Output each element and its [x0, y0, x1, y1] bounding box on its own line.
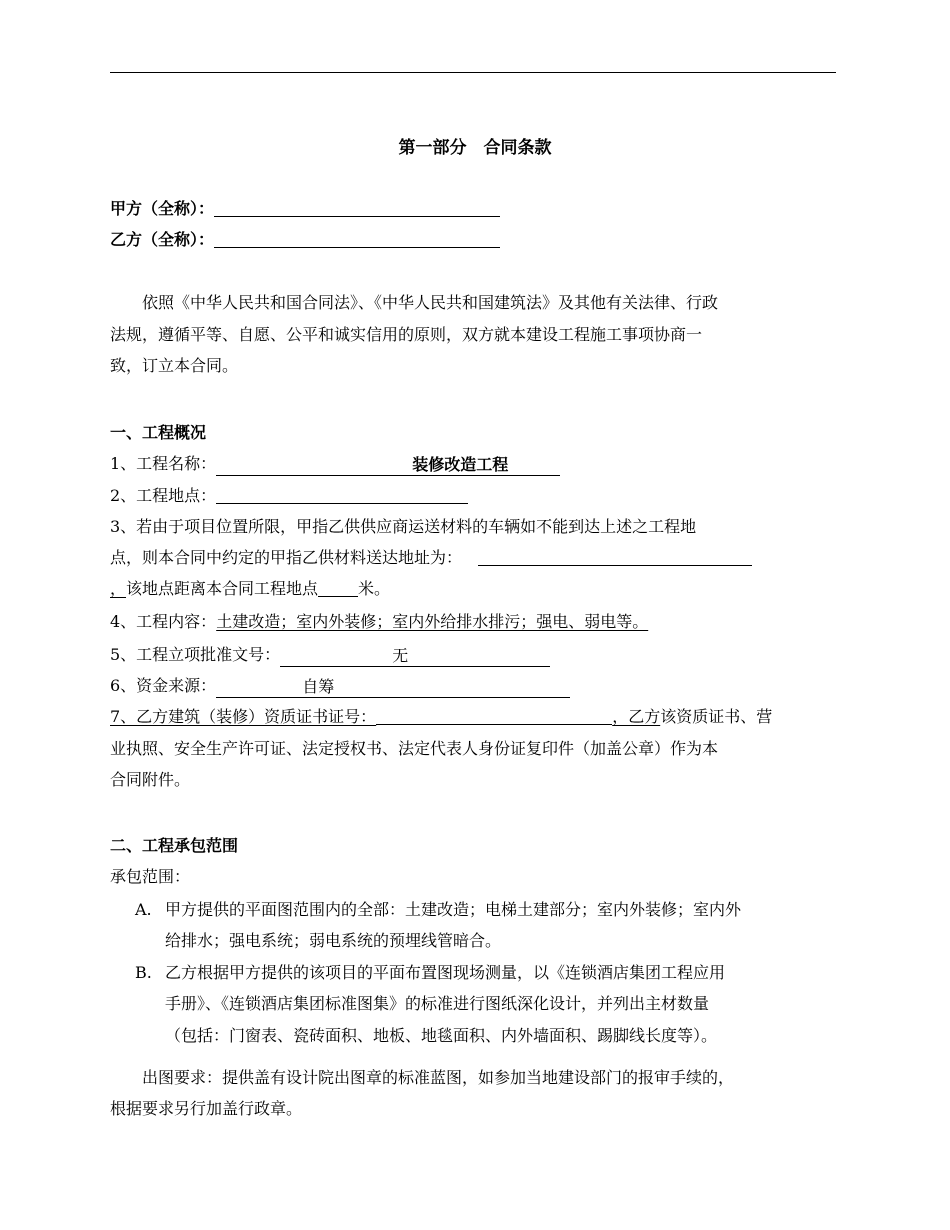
drawing-requirement-line-1: 出图要求：提供盖有设计院出图章的标准蓝图，如参加当地建设部门的报审手续的， [142, 1068, 735, 1087]
item7-row-1 [110, 707, 772, 727]
item5-value: 无 [392, 646, 409, 665]
item7-label: 7、乙方建筑（装修）资质证书证号： [110, 707, 377, 726]
item3-address-field[interactable] [478, 548, 752, 566]
intro-line-2: 法规，遵循平等、自愿、公平和诚实信用的原则，双方就本建设工程施工事项协商一 [110, 325, 703, 344]
item2-row [110, 486, 468, 506]
party-a-row [110, 199, 500, 219]
item4-value: 土建改造；室内外装修；室内外给排水排污；强电、弱电等。 [216, 612, 649, 631]
item3-line-3b: 该地点距离本合同工程地点 [126, 579, 319, 598]
item6-label: 6、资金来源： [110, 676, 217, 695]
party-b-label: 乙方（全称）： [110, 230, 215, 249]
scope-a-line-2: 给排水；强电系统；弱电系统的预埋线管暗合。 [165, 931, 502, 950]
item7-tail-a: ，乙方 [612, 707, 661, 726]
item4-row [110, 612, 648, 632]
scope-b-line-3: （包括：门窗表、瓷砖面积、地板、地毯面积、内外墙面积、踢脚线长度等）。 [165, 1026, 718, 1045]
item3-row-2 [110, 548, 752, 568]
party-b-field[interactable] [214, 230, 500, 248]
party-a-label: 甲方（全称）： [110, 199, 215, 218]
item1-label: 1、工程名称： [110, 454, 217, 473]
scope-a-marker: A. [135, 900, 152, 919]
item7-tail-b: 该资质证书、营 [660, 707, 773, 726]
drawing-requirement-line-2: 根据要求另行加盖行政章。 [110, 1099, 303, 1118]
item3-line-2: 点，则本合同中约定的甲指乙供材料送达地址为： [110, 548, 463, 567]
header-rule [110, 72, 836, 73]
item1-field[interactable] [216, 455, 560, 476]
item1-row [110, 454, 560, 476]
item3-distance-field[interactable] [318, 579, 358, 597]
scope-b-marker: B. [135, 963, 152, 982]
item3-row-3 [110, 579, 390, 599]
item6-row [110, 676, 570, 698]
item6-value: 自筹 [302, 677, 335, 696]
item2-field[interactable] [216, 486, 468, 504]
section1-heading: 一、工程概况 [110, 423, 207, 442]
scope-b-line-1: 乙方根据甲方提供的该项目的平面布置图现场测量，以《连锁酒店集团工程应用 [165, 963, 726, 982]
intro-line-1: 依照《中华人民共和国合同法》、《中华人民共和国建筑法》及其他有关法律、行政 [142, 293, 719, 312]
item6-field[interactable] [216, 677, 570, 698]
item3-line-3c: 米。 [358, 579, 391, 598]
scope-b-line-2: 手册》、《连锁酒店集团标准图集》的标准进行图纸深化设计，并列出主材数量 [165, 994, 710, 1013]
item7-cert-field[interactable] [376, 707, 612, 725]
item5-label: 5、工程立项批准文号： [110, 645, 281, 664]
item5-row [110, 645, 550, 667]
section2-heading: 二、工程承包范围 [110, 836, 239, 855]
party-b-row [110, 230, 500, 250]
item2-label: 2、工程地点： [110, 486, 217, 505]
item7-line-3: 合同附件。 [110, 770, 191, 789]
intro-line-3: 致，订立本合同。 [110, 356, 239, 375]
scope-label: 承包范围： [110, 867, 191, 886]
item3-line-1: 3、若由于项目位置所限，甲指乙供供应商运送材料的车辆如不能到达上述之工程地 [110, 517, 697, 536]
party-a-field[interactable] [214, 199, 500, 217]
page-title: 第一部分 合同条款 [398, 138, 552, 158]
item1-value: 装修改造工程 [412, 455, 509, 474]
item3-line-3a: ， [110, 579, 127, 598]
item4-label: 4、工程内容： [110, 612, 217, 631]
item7-line-2: 业执照、安全生产许可证、法定授权书、法定代表人身份证复印件（加盖公章）作为本 [110, 739, 719, 758]
item5-field[interactable] [280, 646, 550, 667]
scope-a-line-1: 甲方提供的平面图范围内的全部：土建改造；电梯土建部分；室内外装修；室内外 [165, 900, 742, 919]
